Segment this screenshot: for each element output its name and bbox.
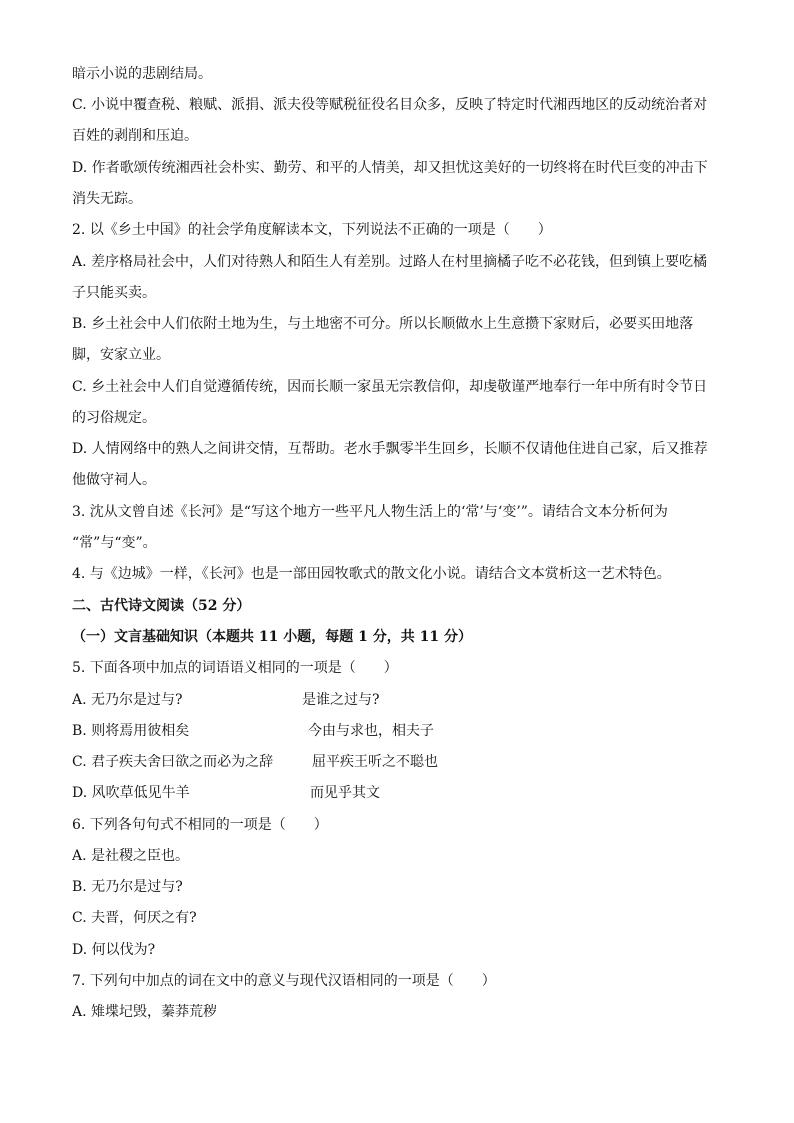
option-right: 而见乎其文: [310, 785, 380, 801]
question-5-stem: 5. 下面各项中加点的词语语义相同的一项是（ ）: [72, 660, 398, 676]
question-5-option: [72, 752, 732, 772]
text-line: 百姓的剥削和压迫。: [72, 128, 198, 144]
question-4-stem: 4. 与《边城》一样，《长河》也是一部田园牧歌式的散文化小说。请结合文本赏析这一艺术特色。: [72, 566, 671, 582]
question-2-stem: 2. 以《乡土中国》的社会学角度解读本文，下列说法不正确的一项是（ ）: [72, 222, 552, 238]
section-title: 二、古代诗文阅读（52 分）: [72, 598, 251, 614]
text-line: “常”与“变”。: [72, 535, 157, 551]
question-6-option: B. 无乃尔是过与?: [72, 879, 183, 895]
option-right: 是谁之过与?: [302, 692, 380, 708]
question-5-option: [72, 690, 732, 710]
text-line: 脚，安家立业。: [72, 347, 170, 363]
option-left: B. 则将焉用彼相矣: [72, 723, 190, 739]
text-line: C. 乡土社会中人们自觉遵循传统，因而长顺一家虽无宗教信仰，却虔敬谨严地奉行一年中所有时令节日: [72, 379, 708, 395]
option-right: 今由与求也，相夫子: [308, 723, 434, 739]
question-6-stem: 6. 下列各句句式不相同的一项是（ ）: [72, 817, 328, 833]
subsection-title: （一）文言基础知识（本题共 11 小题，每题 1 分，共 11 分）: [72, 629, 472, 645]
question-6-option: A. 是社稷之臣也。: [72, 848, 190, 864]
text-line: 暗示小说的悲剧结局。: [72, 66, 212, 82]
question-7-option: A. 雉堞圮毁，蓁莽荒秽: [72, 1004, 218, 1020]
option-left: A. 无乃尔是过与?: [72, 692, 183, 708]
question-5-option: [72, 783, 732, 803]
text-line: 的习俗规定。: [72, 410, 156, 426]
text-line: 消失无踪。: [72, 191, 142, 207]
option-right: 屈平疾王听之不聪也: [312, 754, 438, 770]
question-7-stem: 7. 下列句中加点的词在文中的意义与现代汉语相同的一项是（ ）: [72, 973, 496, 989]
text-line: C. 小说中覆查税、粮赋、派捐、派夫役等赋税征役名目众多，反映了特定时代湘西地区的反动统治者对: [72, 97, 708, 113]
option-left: D. 风吹草低见牛羊: [72, 785, 190, 801]
question-3-stem: 3. 沈从文曾自述《长河》是“写这个地方一些平凡人物生活上的‘常’与‘变’”。请结合文本分析何为: [72, 504, 668, 520]
question-5-option: [72, 721, 732, 741]
option-left: C. 君子疾夫舍曰欲之而必为之辞: [72, 754, 274, 770]
text-line: D. 人情网络中的熟人之间讲交情，互帮助。老水手飘零半生回乡，长顺不仅请他住进自己家，后又推荐: [72, 441, 708, 457]
text-line: D. 作者歌颂传统湘西社会朴实、勤劳、和平的人情美，却又担忧这美好的一切终将在时代巨变的冲击下: [72, 160, 708, 176]
text-line: 他做守祠人。: [72, 472, 156, 488]
question-6-option: D. 何以伐为?: [72, 942, 156, 958]
text-line: B. 乡土社会中人们依附土地为生，与土地密不可分。所以长顺做水上生意攒下家财后，必要买田地落: [72, 316, 694, 332]
text-line: A. 差序格局社会中，人们对待熟人和陌生人有差别。过路人在村里摘橘子吃不必花钱，但到镇上要吃橘: [72, 254, 708, 270]
question-6-option: C. 夫晋，何厌之有?: [72, 910, 197, 926]
text-line: 子只能买卖。: [72, 285, 156, 301]
